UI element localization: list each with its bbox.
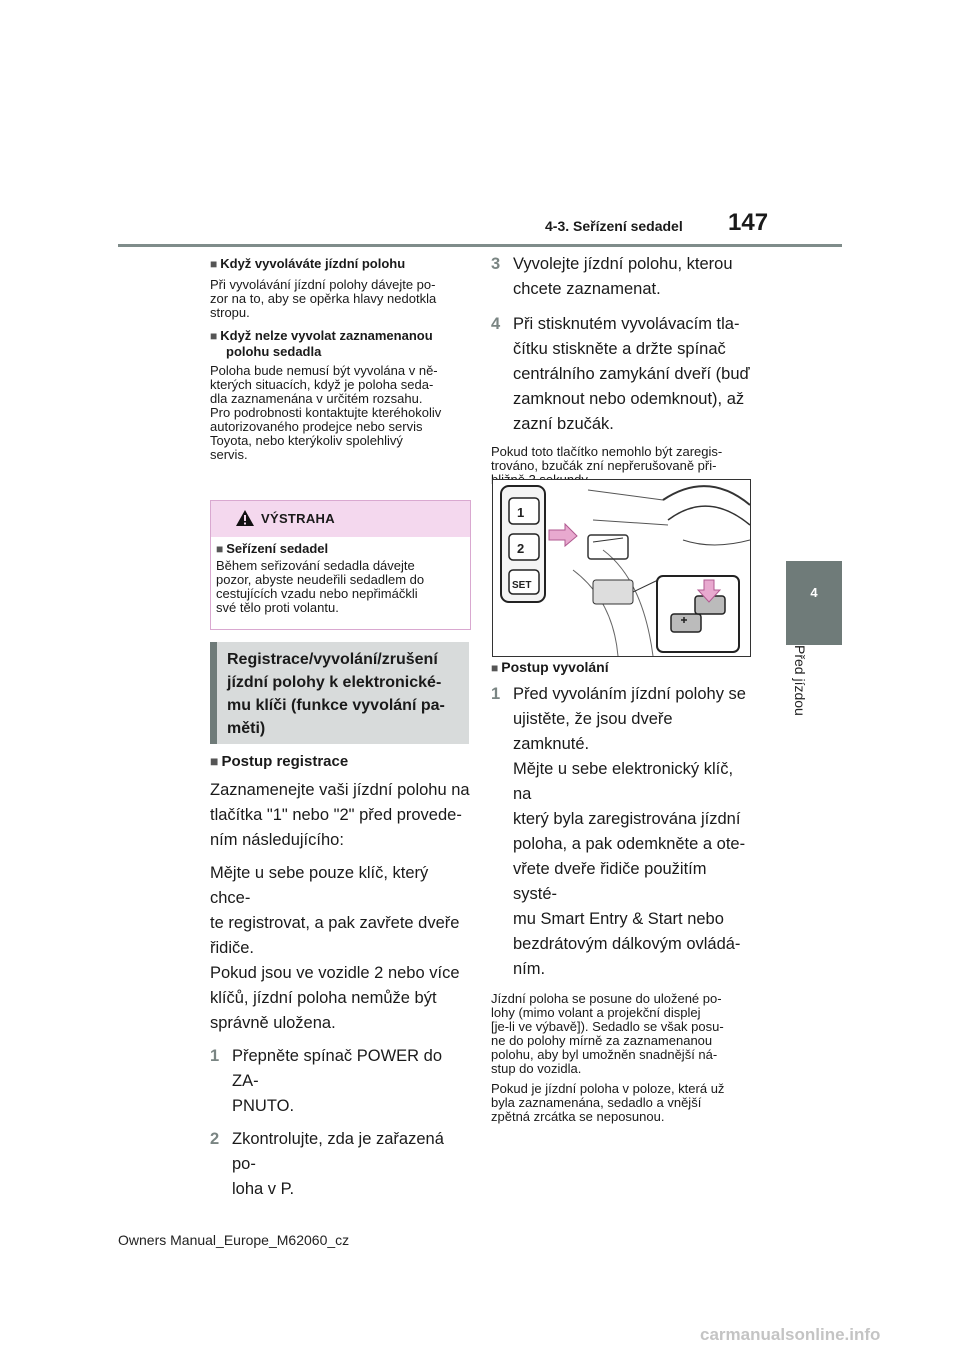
step-recall-1: 1 Před vyvoláním jízdní polohy se ujistěte, že jsou dveře zamknuté. Mějte u sebe elektronický klíč, na který byla zaregistrována jízdní poloha, a pak odemkněte a ote- vřete dveře řidiče použitím systé- mu Smart Entry & Start nebo bezdrátovým dálkovým ovládá- ním. [491,685,746,978]
memory-switch-illustration [492,479,751,657]
heading-recall-note: ■ Když vyvoláváte jízdní polohu [210,256,406,271]
step-3: 3 Vyvolejte jízdní polohu, kterou chcete zaznamenat. [491,255,733,298]
memory-button-1-label: 1 [517,505,525,520]
right-column-top [491,252,753,487]
warning-heading: ■ Seřízení sedadel [216,541,329,556]
heading-recall-procedure: ■ Postup vyvolání [491,659,609,675]
heading-registration: ■ Postup registrace [210,753,349,770]
step-2: 2 Zkontrolujte, zda je zařazená po- loha v P. [210,1130,444,1198]
note-already-stored: Pokud je jízdní poloha v poloze, která už byla zaznamenána, sedadlo a vnější zpětná zrcátka se neposunou. [491,1081,725,1124]
note-seat-moves: Jízdní poloha se posune do uložené po- lohy (mimo volant a projekční displej [je-li ve výbavě]). Sedadlo se však posu- ne do polohy mírně za zaznamenanou polohu, aby byl umožněn snadnější ná- stup do vozidla. [491,991,724,1076]
right-column-bottom [491,658,753,1124]
paragraph-recall-note: Při vyvolávání jízdní polohy dávejte po- zor na to, aby se opěrka hlavy nedotkla stropu. [210,277,437,320]
heading-cannot-recall: ■ Když nelze vyvolat zaznamenanou polohu sedadla [210,328,433,359]
chapter-tab-label [786,645,842,773]
warning-body: ■ Seřízení sedadel Během seřizování sedadla dávejte pozor, abyste neudeřili sedadlem do cestujících vzadu nebo nepřimáčkli své tělo proti volantu. [211,537,470,619]
paragraph-cannot-recall: Poloha bude nemusí být vyvolána v ně- kterých situacích, když je poloha seda- dla zaznamenána v určitém rozsahu. Pro podrobnosti kontaktujte kteréhokoliv autorizovaného prodejce nebo servis Toyota, nebo kterýkoliv spolehlivý servis. [210,363,442,462]
warning-header [211,501,470,537]
note-buzzer: Pokud toto tlačítko nemohlo být zaregis- trováno, bzučák zní nepřerušovaně při- [491,444,723,473]
warning-box [210,500,471,630]
left-column-top [210,256,472,462]
chapter-tab-label-text: Před jízdou [792,645,808,716]
footer-document-id: Owners Manual_Europe_M62060_cz [118,1232,350,1248]
left-column-bottom [210,751,472,1202]
watermark: carmanualsonline.info [700,1325,881,1344]
paragraph-registration-intro: Zaznamenejte vaši jízdní polohu na tlačítka "1" nebo "2" před provede- ním následujícího: [210,781,470,849]
warning-triangle-icon [235,509,255,527]
set-button-label: SET [512,580,532,591]
step-1: 1 Přepněte spínač POWER do ZA- PNUTO. [210,1047,443,1115]
section-heading-box [210,642,469,744]
page-number: 147 [728,209,769,236]
header-divider [118,244,842,247]
door-panel-drawing [493,480,750,656]
step-4: 4 Při stisknutém vyvolávacím tla- čítku stiskněte a držte spínač centrálního zamykání dveří (buď zamknout nebo odemknout), až zazní bzučák. [491,315,750,433]
section-title: 4-3. Seřízení sedadel [545,218,683,234]
warning-title: VÝSTRAHA [261,511,335,526]
paragraph-key-note: Mějte u sebe pouze klíč, který chce- te registrovat, a pak zavřete dveře řidiče. Pokud jsou ve vozidle 2 nebo více klíčů, jízdní poloha nemůže být správně uložena. [210,864,460,1032]
chapter-tab-number: 4 [786,561,842,645]
memory-button-2-label: 2 [517,541,525,556]
section-heading: Registrace/vyvolání/zrušení jízdní polohy k elektronické- mu klíči (funkce vyvolání pa- měti) [227,651,445,737]
